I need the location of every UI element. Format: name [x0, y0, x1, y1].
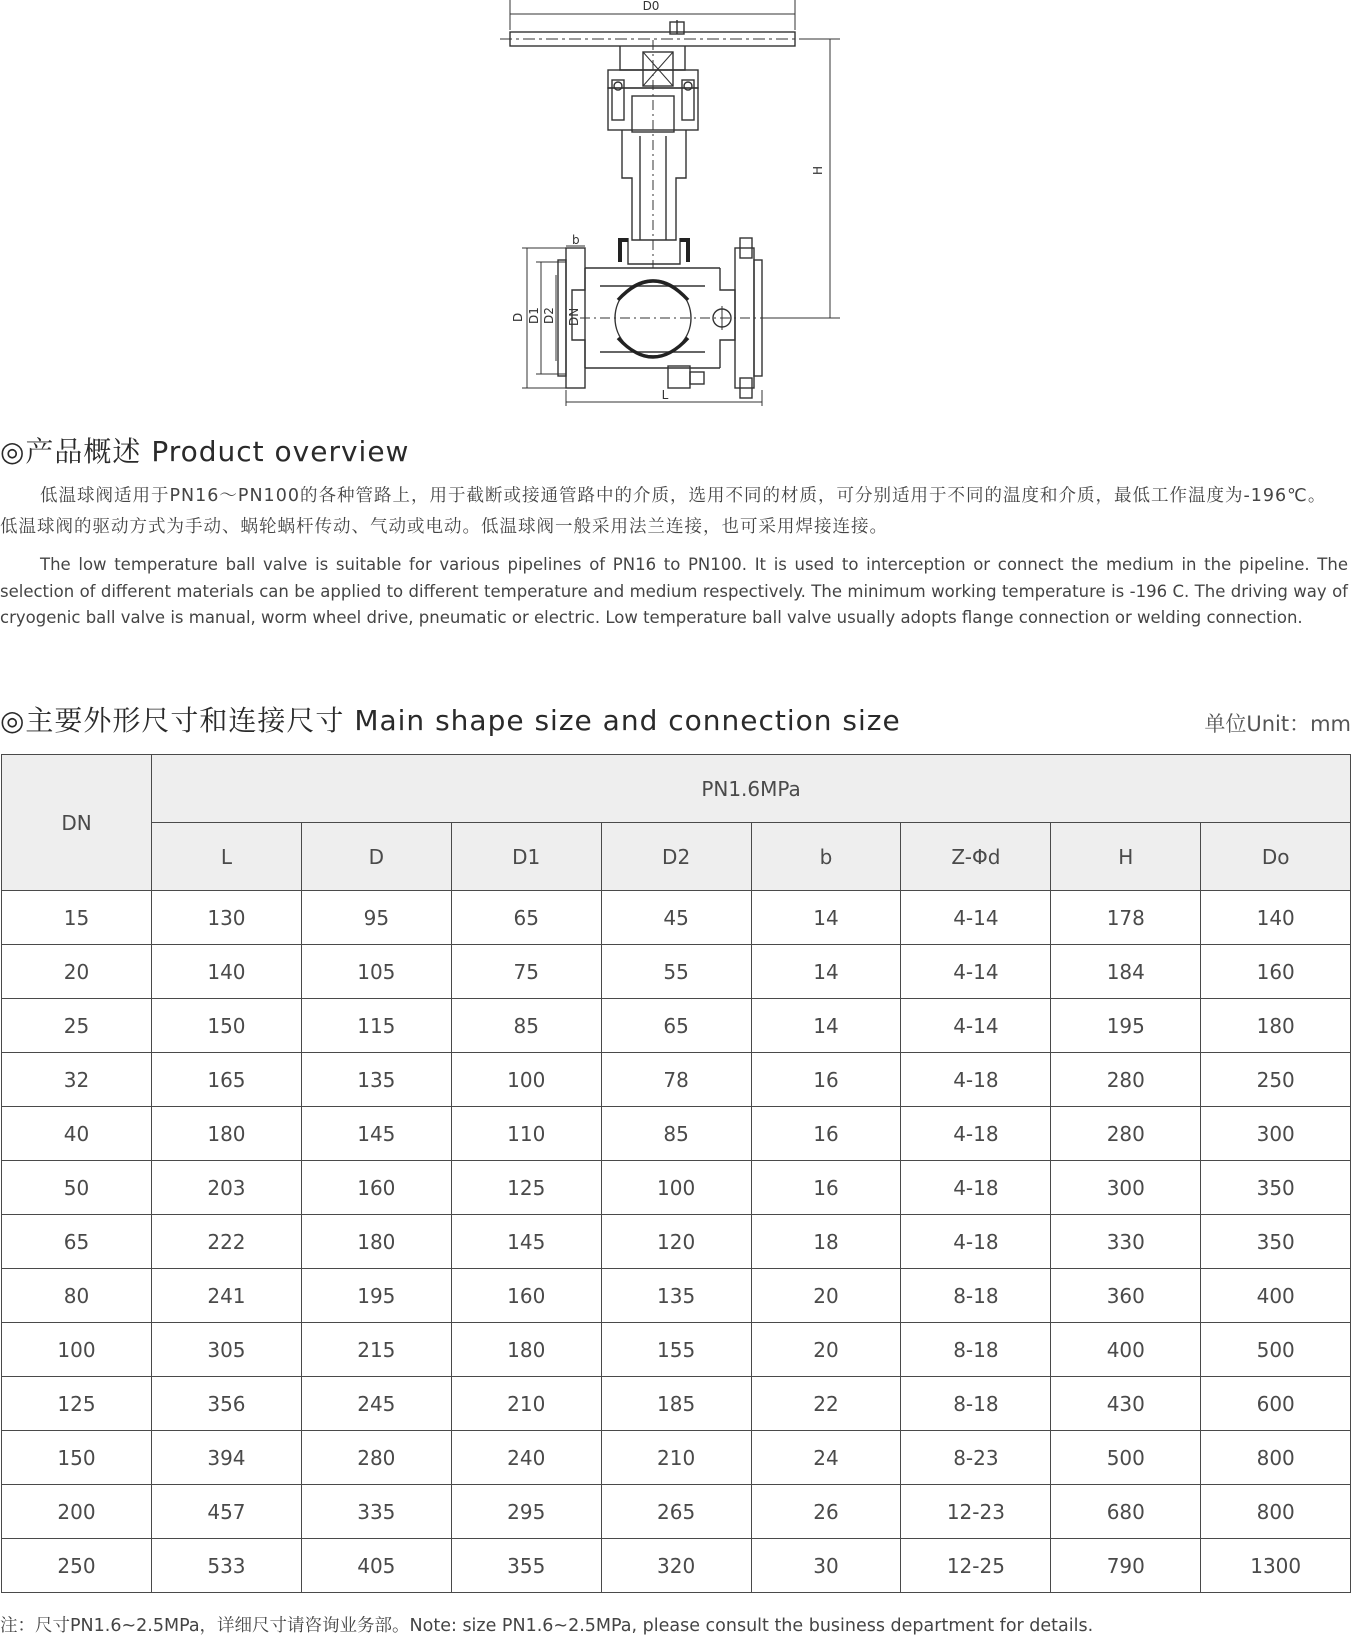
- table-cell: 165: [152, 1053, 302, 1107]
- table-cell: 140: [152, 945, 302, 999]
- table-cell: 100: [2, 1323, 152, 1377]
- table-cell: 100: [451, 1053, 601, 1107]
- label-d: D: [511, 312, 525, 322]
- label-l: L: [661, 388, 669, 402]
- table-row: [2, 1107, 1351, 1161]
- label-b: b: [572, 233, 580, 247]
- table-cell: 140: [1201, 891, 1351, 945]
- overview-title: ◎产品概述 Product overview: [0, 435, 410, 468]
- table-cell: 430: [1051, 1377, 1201, 1431]
- table-cell: 405: [301, 1539, 451, 1593]
- table-cell: 305: [152, 1323, 302, 1377]
- table-cell: 250: [2, 1539, 152, 1593]
- table-cell: 355: [451, 1539, 601, 1593]
- table-cell: 4-18: [901, 1161, 1051, 1215]
- table-cell: 78: [601, 1053, 751, 1107]
- table-row: [2, 1269, 1351, 1323]
- table-cell: 12-25: [901, 1539, 1051, 1593]
- table-cell: 295: [451, 1485, 601, 1539]
- column-header: b: [751, 823, 901, 891]
- dimensions-table: [1, 754, 1351, 1593]
- table-cell: 210: [451, 1377, 601, 1431]
- column-header: D: [301, 823, 451, 891]
- table-row: [2, 1161, 1351, 1215]
- table-cell: 180: [1201, 999, 1351, 1053]
- table-cell: 790: [1051, 1539, 1201, 1593]
- table-cell: 8-18: [901, 1323, 1051, 1377]
- table-cell: 150: [2, 1431, 152, 1485]
- label-d0: D0: [642, 0, 660, 13]
- table-cell: 160: [301, 1161, 451, 1215]
- column-header: D2: [601, 823, 751, 891]
- table-cell: 300: [1201, 1107, 1351, 1161]
- table-cell: 500: [1051, 1431, 1201, 1485]
- table-row: [2, 1215, 1351, 1269]
- header-pressure: PN1.6MPa: [152, 755, 1351, 823]
- table-cell: 160: [451, 1269, 601, 1323]
- table-cell: 195: [1051, 999, 1201, 1053]
- table-cell: 195: [301, 1269, 451, 1323]
- table-cell: 14: [751, 999, 901, 1053]
- table-cell: 250: [1201, 1053, 1351, 1107]
- unit-label: 单位Unit：mm: [1204, 712, 1351, 736]
- table-cell: 241: [152, 1269, 302, 1323]
- column-header: Z-Φd: [901, 823, 1051, 891]
- table-cell: 135: [301, 1053, 451, 1107]
- table-cell: 115: [301, 999, 451, 1053]
- header-dn: DN: [2, 755, 152, 891]
- table-cell: 180: [301, 1215, 451, 1269]
- overview-paragraph-en: The low temperature ball valve is suitable for various pipelines of PN16 to PN100. It is used to interception or connect the medium in the pipeline. The selection of different materials can be applied to different temperature and medium respectively. The minimum working temperature is -196 C. The driving way of cryogenic ball valve is manual, worm wheel drive, pneumatic or electric. Low temperature ball valve usually adopts flange connection or welding connection.: [0, 555, 1348, 627]
- table-cell: 280: [301, 1431, 451, 1485]
- table-cell: 394: [152, 1431, 302, 1485]
- table-cell: 65: [451, 891, 601, 945]
- table-cell: 4-14: [901, 945, 1051, 999]
- label-d1: D1: [527, 307, 541, 324]
- table-row: [2, 1377, 1351, 1431]
- table-cell: 135: [601, 1269, 751, 1323]
- table-cell: 500: [1201, 1323, 1351, 1377]
- table-cell: 16: [751, 1161, 901, 1215]
- table-cell: 100: [601, 1161, 751, 1215]
- column-header: L: [152, 823, 302, 891]
- table-cell: 20: [2, 945, 152, 999]
- table-cell: 20: [751, 1269, 901, 1323]
- table-cell: 360: [1051, 1269, 1201, 1323]
- table-cell: 4-14: [901, 999, 1051, 1053]
- table-cell: 180: [152, 1107, 302, 1161]
- table-cell: 180: [451, 1323, 601, 1377]
- table-cell: 30: [751, 1539, 901, 1593]
- table-cell: 330: [1051, 1215, 1201, 1269]
- table-cell: 55: [601, 945, 751, 999]
- table-cell: 45: [601, 891, 751, 945]
- table-cell: 178: [1051, 891, 1201, 945]
- table-cell: 85: [601, 1107, 751, 1161]
- table-cell: 125: [2, 1377, 152, 1431]
- table-cell: 25: [2, 999, 152, 1053]
- table-cell: 400: [1051, 1323, 1201, 1377]
- table-cell: 533: [152, 1539, 302, 1593]
- table-cell: 1300: [1201, 1539, 1351, 1593]
- table-cell: 200: [2, 1485, 152, 1539]
- table-cell: 210: [601, 1431, 751, 1485]
- table-cell: 75: [451, 945, 601, 999]
- overview-paragraph-cn: 低温球阀适用于PN16～PN100的各种管路上，用于截断或接通管路中的介质，选用不同的材质，可分别适用于不同的温度和介质，最低工作温度为-196℃。低温球阀的驱动方式为手动、蜗轮蜗杆传动、气动或电动。低温球阀一般采用法兰连接，也可采用焊接连接。: [0, 486, 1327, 537]
- table-cell: 32: [2, 1053, 152, 1107]
- table-cell: 215: [301, 1323, 451, 1377]
- table-cell: 125: [451, 1161, 601, 1215]
- table-cell: 800: [1201, 1485, 1351, 1539]
- table-cell: 155: [601, 1323, 751, 1377]
- table-cell: 145: [301, 1107, 451, 1161]
- table-cell: 150: [152, 999, 302, 1053]
- table-cell: 4-18: [901, 1107, 1051, 1161]
- table-cell: 160: [1201, 945, 1351, 999]
- table-cell: 280: [1051, 1107, 1201, 1161]
- column-header: H: [1051, 823, 1201, 891]
- table-cell: 457: [152, 1485, 302, 1539]
- table-cell: 4-18: [901, 1215, 1051, 1269]
- table-cell: 335: [301, 1485, 451, 1539]
- table-cell: 320: [601, 1539, 751, 1593]
- table-cell: 8-18: [901, 1269, 1051, 1323]
- column-header: Do: [1201, 823, 1351, 891]
- column-header: D1: [451, 823, 601, 891]
- table-cell: 26: [751, 1485, 901, 1539]
- table-cell: 4-14: [901, 891, 1051, 945]
- table-cell: 222: [152, 1215, 302, 1269]
- table-cell: 400: [1201, 1269, 1351, 1323]
- table-cell: 8-18: [901, 1377, 1051, 1431]
- table-cell: 600: [1201, 1377, 1351, 1431]
- table-cell: 18: [751, 1215, 901, 1269]
- table-cell: 356: [152, 1377, 302, 1431]
- table-cell: 65: [2, 1215, 152, 1269]
- table-cell: 245: [301, 1377, 451, 1431]
- table-cell: 185: [601, 1377, 751, 1431]
- table-cell: 16: [751, 1053, 901, 1107]
- valve-technical-drawing: [0, 0, 1353, 420]
- table-cell: 265: [601, 1485, 751, 1539]
- table-row: [2, 945, 1351, 999]
- table-row: [2, 1323, 1351, 1377]
- table-row: [2, 1485, 1351, 1539]
- table-cell: 20: [751, 1323, 901, 1377]
- table-cell: 300: [1051, 1161, 1201, 1215]
- table-cell: 110: [451, 1107, 601, 1161]
- table-cell: 85: [451, 999, 601, 1053]
- label-d2: D2: [542, 307, 556, 324]
- table-cell: 12-23: [901, 1485, 1051, 1539]
- table-cell: 680: [1051, 1485, 1201, 1539]
- table-row: [2, 1431, 1351, 1485]
- table-cell: 350: [1201, 1215, 1351, 1269]
- footnote: 注：尺寸PN1.6~2.5MPa，详细尺寸请咨询业务部。Note: size PN1.6~2.5MPa, please consult the business department for details.: [0, 1616, 1094, 1636]
- table-cell: 65: [601, 999, 751, 1053]
- table-row: [2, 1053, 1351, 1107]
- table-cell: 120: [601, 1215, 751, 1269]
- table-cell: 130: [152, 891, 302, 945]
- table-cell: 240: [451, 1431, 601, 1485]
- table-cell: 280: [1051, 1053, 1201, 1107]
- table-cell: 40: [2, 1107, 152, 1161]
- table-cell: 95: [301, 891, 451, 945]
- table-row: [2, 1539, 1351, 1593]
- table-cell: 80: [2, 1269, 152, 1323]
- table-cell: 50: [2, 1161, 152, 1215]
- table-cell: 8-23: [901, 1431, 1051, 1485]
- label-dn: DN: [567, 307, 581, 326]
- table-cell: 105: [301, 945, 451, 999]
- table-cell: 350: [1201, 1161, 1351, 1215]
- table-cell: 24: [751, 1431, 901, 1485]
- table-cell: 4-18: [901, 1053, 1051, 1107]
- table-row: [2, 891, 1351, 945]
- table-cell: 203: [152, 1161, 302, 1215]
- table-cell: 14: [751, 891, 901, 945]
- table-cell: 184: [1051, 945, 1201, 999]
- table-cell: 15: [2, 891, 152, 945]
- table-cell: 14: [751, 945, 901, 999]
- label-h: H: [811, 165, 825, 175]
- dimensions-title: ◎主要外形尺寸和连接尺寸 Main shape size and connection size: [0, 704, 901, 737]
- table-cell: 16: [751, 1107, 901, 1161]
- table-cell: 145: [451, 1215, 601, 1269]
- table-cell: 22: [751, 1377, 901, 1431]
- table-cell: 800: [1201, 1431, 1351, 1485]
- table-row: [2, 999, 1351, 1053]
